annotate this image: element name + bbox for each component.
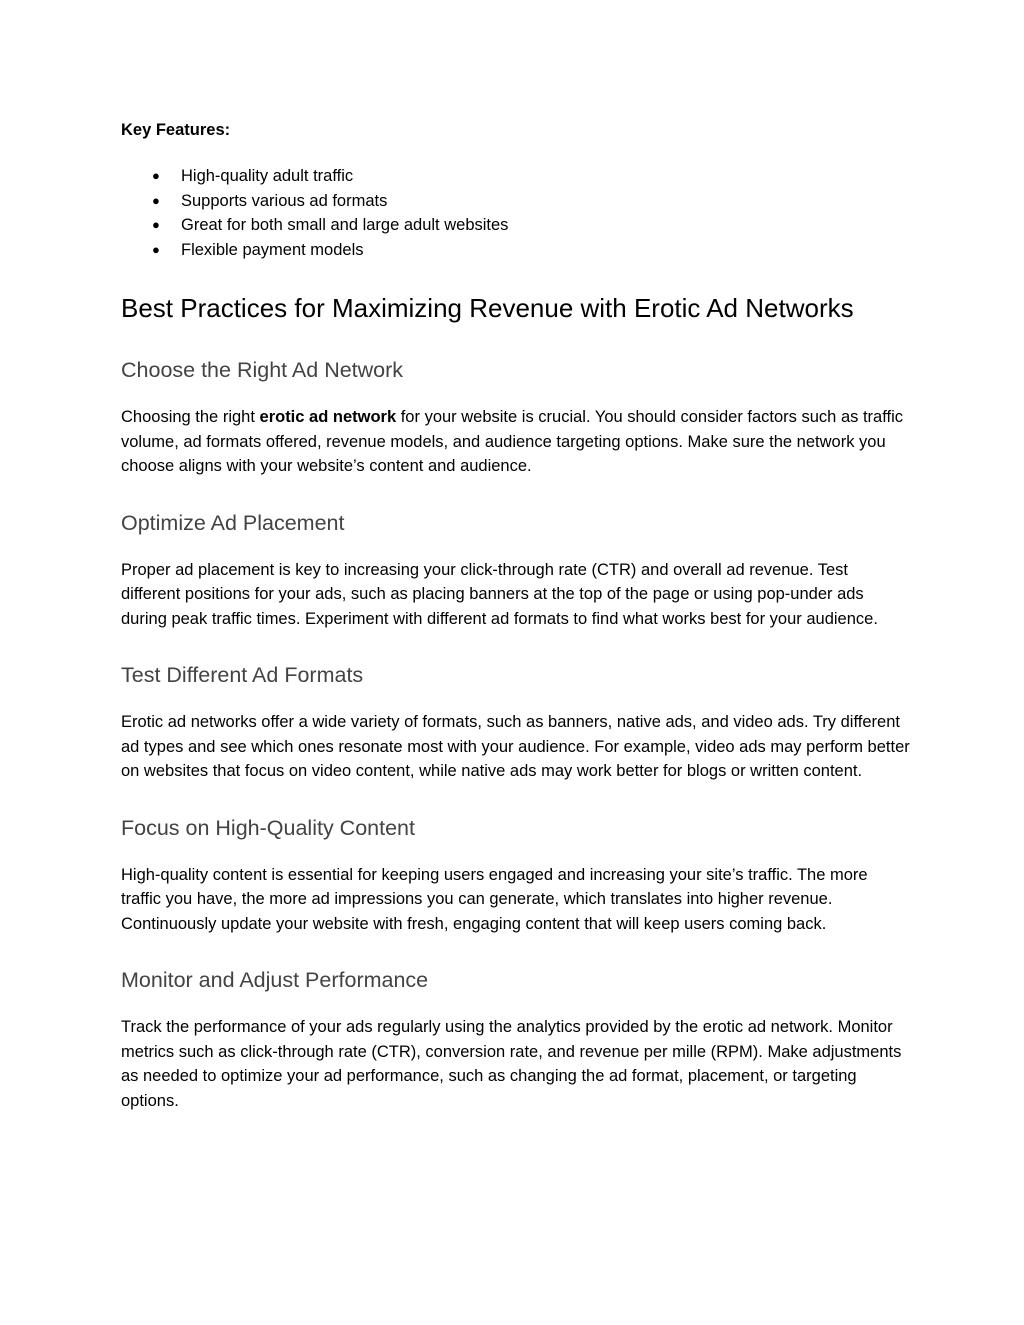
body-bold-text: erotic ad network [259, 408, 397, 426]
body-text: Choosing the right [121, 408, 260, 426]
body-text: for your website is crucial. You should consider factors such as traffic volume, ad formats offered, revenue models, and audience targeting options. Make sure the network you choose aligns with your website’s content and audience. [121, 408, 903, 475]
bullet-icon: ● [152, 217, 160, 232]
section-heading: Monitor and Adjust Performance [121, 968, 429, 992]
section-heading: Optimize Ad Placement [121, 510, 345, 535]
list-item [121, 189, 911, 214]
key-features-title: Key Features: [121, 121, 231, 139]
list-item [121, 238, 911, 263]
feature-list [121, 164, 911, 262]
section-body: High-quality content is essential for keeping users engaged and increasing your site’s traffic. The more traffic you have, the more ad impressions you can generate, which translates into higher revenue. Continuously update your website with fresh, engaging content that will keep users coming back. [121, 865, 868, 933]
section-choose-network [121, 356, 911, 479]
list-item [121, 213, 911, 238]
section-test-formats [121, 661, 911, 784]
document-page [121, 118, 911, 1113]
section-heading: Focus on High-Quality Content [121, 815, 415, 840]
bullet-icon: ● [152, 168, 160, 183]
main-heading: Best Practices for Maximizing Revenue with Erotic Ad Networks [121, 293, 854, 323]
feature-label: Great for both small and large adult websites [181, 216, 509, 234]
feature-label: Supports various ad formats [181, 191, 388, 210]
list-item [121, 164, 911, 189]
section-body [121, 405, 911, 479]
feature-label: Flexible payment models [181, 240, 364, 259]
section-optimize-placement [121, 509, 911, 632]
section-quality-content [121, 814, 911, 937]
feature-label: High-quality adult traffic [181, 167, 354, 185]
section-heading: Test Different Ad Formats [121, 663, 364, 687]
bullet-icon: ● [152, 192, 160, 208]
section-body: Erotic ad networks offer a wide variety of formats, such as banners, native ads, and video ads. Try different ad types and see which ones resonate most with your audience. For example, video ads may perform better on websites that focus on video content, while native ads may work better for blogs or written content. [121, 713, 910, 780]
section-monitor-performance [121, 966, 911, 1113]
section-body: Track the performance of your ads regularly using the analytics provided by the erotic ad network. Monitor metrics such as click-through rate (CTR), conversion rate, and revenue per mille (RPM). Make adjustments as needed to optimize your ad performance, such as changing the ad format, placement, or targeting options. [121, 1018, 902, 1110]
section-body: Proper ad placement is key to increasing your click-through rate (CTR) and overall ad revenue. Test different positions for your ads, such as placing banners at the top of the page or using pop-under ads during peak traffic times. Experiment with different ad formats to find what works best for your audience. [121, 560, 878, 628]
bullet-icon: ● [152, 241, 160, 257]
section-heading: Choose the Right Ad Network [121, 358, 404, 382]
